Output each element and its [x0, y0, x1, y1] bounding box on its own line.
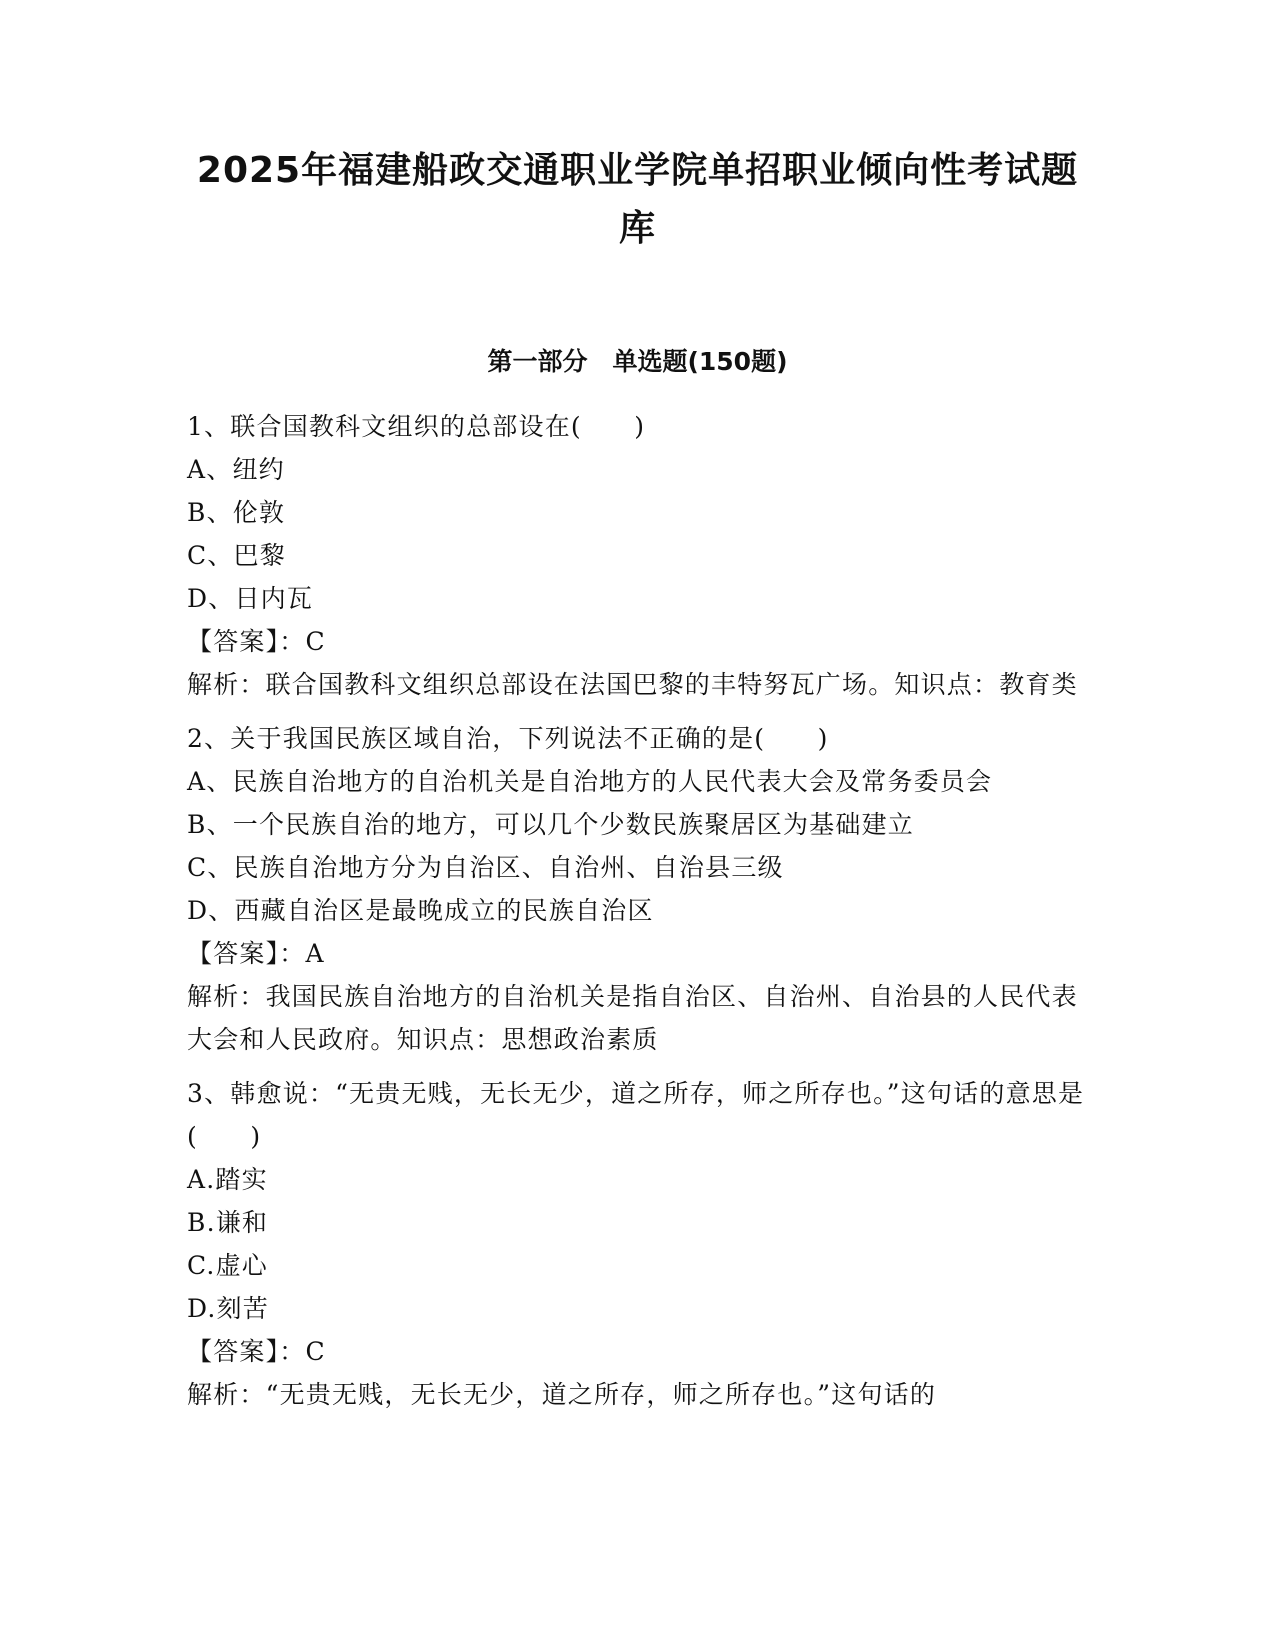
answer-line: 【答案】：C [187, 1337, 326, 1366]
section-heading: 第一部分 单选题(150题) [487, 347, 788, 376]
option-b: B、伦敦 [187, 498, 286, 527]
question-2 [187, 717, 1087, 1061]
analysis-text: 解析：“无贵无贱，无长无少，道之所存，师之所存也。”这句话的 [187, 1380, 937, 1409]
option-a: A、民族自治地方的自治机关是自治地方的人民代表大会及常务委员会 [187, 767, 993, 796]
answer-line: 【答案】：A [187, 939, 325, 968]
option-a: A.踏实 [187, 1165, 268, 1194]
question-stem: 2、关于我国民族区域自治，下列说法不正确的是( ) [187, 724, 829, 753]
question-stem: 3、韩愈说：“无贵无贱，无长无少，道之所存，师之所存也。”这句话的意思是( ) [187, 1079, 1085, 1151]
question-stem: 1、联合国教科文组织的总部设在( ) [187, 412, 646, 441]
question-1 [187, 405, 1087, 706]
option-b: B.谦和 [187, 1208, 269, 1237]
analysis-text: 解析：我国民族自治地方的自治机关是指自治区、自治州、自治县的人民代表大会和人民政府。知识点：思想政治素质 [187, 982, 1078, 1054]
document-title: 2025年福建船政交通职业学院单招职业倾向性考试题库 [196, 150, 1079, 249]
option-c: C.虚心 [187, 1251, 268, 1280]
option-a: A、纽约 [187, 455, 285, 484]
question-3 [187, 1072, 1087, 1416]
option-d: D.刻苦 [187, 1294, 269, 1323]
question-list [187, 405, 1087, 1427]
option-c: C、民族自治地方分为自治区、自治州、自治县三级 [187, 853, 784, 882]
option-d: D、日内瓦 [187, 584, 314, 613]
option-c: C、巴黎 [187, 541, 286, 570]
answer-line: 【答案】：C [187, 627, 326, 656]
analysis-text: 解析：联合国教科文组织总部设在法国巴黎的丰特努瓦广场。知识点：教育类 [187, 670, 1078, 699]
option-b: B、一个民族自治的地方，可以几个少数民族聚居区为基础建立 [187, 810, 914, 839]
option-d: D、西藏自治区是最晚成立的民族自治区 [187, 896, 654, 925]
